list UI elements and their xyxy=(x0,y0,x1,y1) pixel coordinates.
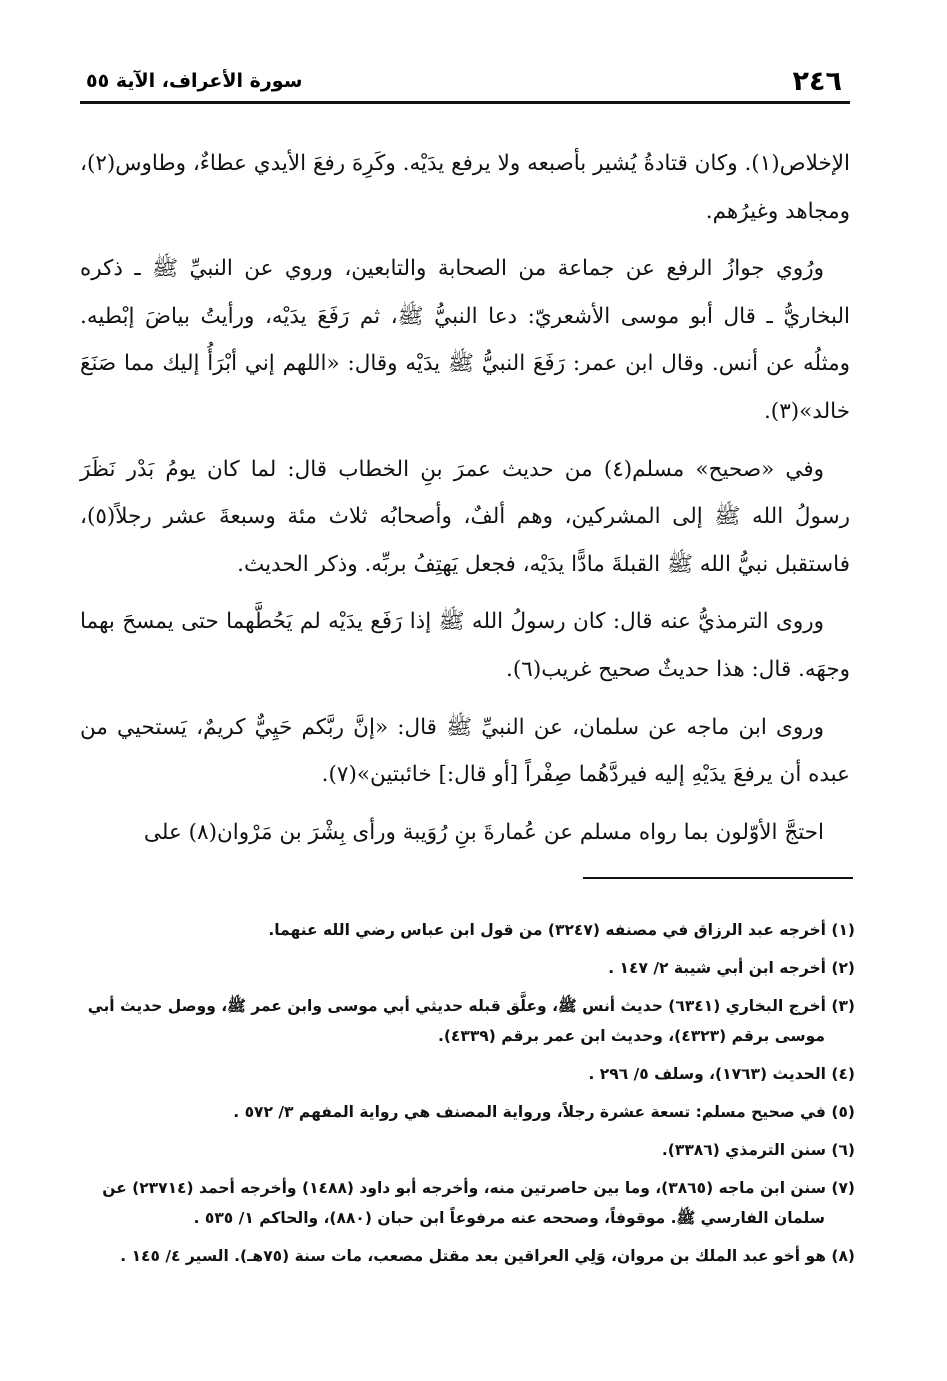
footnote: (٧) سنن ابن ماجه (٣٨٦٥)، وما بين حاصرتين منه، وأخرجه أبو داود (١٤٨٨) وأخرجه أحمد (٢٣٧١٤) عن سلمان الفارسي ﷺ. موقوفاً، وصححه عنه مرفوعاً ابن حبان (٨٨٠)، والحاكم ١/ ٥٣٥ . xyxy=(102,1179,855,1227)
paragraph: ورُوي جوازُ الرفع عن جماعة من الصحابة والتابعين، وروي عن النبيِّ ﷺ ـ ذكره البخاريُّ ـ قال أبو موسى الأشعريّ: دعا النبيُّ ﷺ، ثم رَفَعَ يدَيْه، ورأيتُ بياضَ إبْطيه. ومثلُه عن أنس. وقال ابن عمر: رَفَعَ النبيُّ ﷺ يدَيْه وقال: «اللهم إني أبْرَأُ إليك مما صَنَعَ خالد»(٣). xyxy=(80,256,850,424)
footnotes xyxy=(80,915,855,1279)
paragraph: وروى الترمذيُّ عنه قال: كان رسولُ الله ﷺ إذا رَفَع يدَيْه لم يَحُطَّهما حتى يمسحَ بهما وجهَه. قال: هذا حديثٌ صحيح غريب(٦). xyxy=(80,609,850,682)
paragraph: وروى ابن ماجه عن سلمان، عن النبيِّ ﷺ قال: «إنَّ ربَّكم حَيِيٌّ كريمٌ، يَستحيي من عبده أن يرفعَ يدَيْهِ إليه فيردَّهُما صِفْراً [أو قال:] خائبتين»(٧). xyxy=(80,714,850,788)
main-text xyxy=(80,140,850,866)
header-rule xyxy=(80,101,850,104)
footnote: (٤) الحديث (١٧٦٣)، وسلف ٥/ ٢٩٦ . xyxy=(588,1065,855,1083)
running-title: سورة الأعراف، الآية ٥٥ xyxy=(86,70,303,92)
footnote: (٢) أخرجه ابن أبي شيبة ٢/ ١٤٧ . xyxy=(608,959,855,977)
footnote: (١) أخرجه عبد الرزاق في مصنفه (٣٢٤٧) من قول ابن عباس رضي الله عنهما. xyxy=(268,921,855,939)
paragraph: الإخلاص(١). وكان قتادةُ يُشير بأصبعه ولا يرفع يدَيْه. وكَرِهَ رفعَ الأيدي عطاءٌ، وطاوس(٢)، ومجاهد وغيرُهم. xyxy=(80,151,850,224)
footnote: (٦) سنن الترمذي (٣٣٨٦). xyxy=(661,1141,855,1159)
page-number: ٢٤٦ xyxy=(792,66,842,97)
footnote: (٨) هو أخو عبد الملك بن مروان، وَلِي العراقين بعد مقتل مصعب، مات سنة (٧٥هـ). السير ٤/ ١٤٥ . xyxy=(120,1247,855,1265)
footnote: (٣) أخرج البخاري (٦٣٤١) حديث أنس ﷺ، وعلَّق قبله حديثي أبي موسى وابن عمر ﷺ، ووصل حديث أبي موسى برقم (٤٣٢٣)، وحديث ابن عمر برقم (٤٣٣٩). xyxy=(87,997,855,1045)
paragraph: احتجَّ الأوّلون بما رواه مسلم عن عُمارةَ بنِ رُوَيبة ورأى بِشْرَ بن مَرْوان(٨) على xyxy=(143,819,824,845)
footnote-separator xyxy=(583,877,853,879)
page-header xyxy=(80,64,850,102)
paragraph: وفي «صحيح» مسلم(٤) من حديث عمرَ بنِ الخطاب قال: لما كان يومُ بَدْر نَظَرَ رسولُ الله ﷺ إلى المشركين، وهم ألفٌ، وأصحابُه ثلاث مئة وسبعةَ عشر رجلاً(٥)، فاستقبل نبيُّ الله ﷺ القبلةَ مادًّا يدَيْه، فجعل يَهتِفُ بربِّه. وذكر الحديث. xyxy=(80,456,850,577)
footnote: (٥) في صحيح مسلم: تسعة عشرة رجلاً، ورواية المصنف هي رواية المفهم ٣/ ٥٧٢ . xyxy=(233,1103,855,1121)
